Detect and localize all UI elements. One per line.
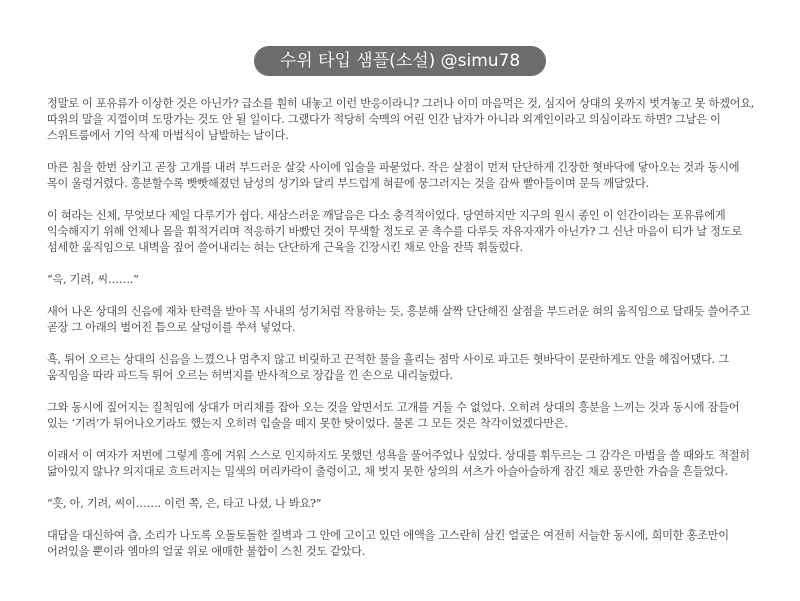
- paragraph-8: 대답을 대신하여 츱, 소리가 나도록 오돌토돌한 질벽과 그 안에 고이고 있던 애액을 고스란히 삼킨 얼굴은 여전히 서늘한 동시에, 희미한 홍조만이 어려있을 뿐이라 엠마의 얼굴 위로 애매한 불합이 스친 것도 같았다.: [47, 529, 729, 558]
- document-title: 수위 타입 샘플(소설) @simu78: [254, 46, 546, 76]
- story-body: [47, 96, 763, 576]
- dialogue-2: “흣, 아, 기려, 씨이……. 이런 쪽, 은, 타고 나셨, 나 봐요?”: [47, 497, 322, 510]
- paragraph-2: 마른 침을 한번 삼키고 곧장 고개를 내려 부드러운 살갗 사이에 입술을 파묻었다. 작은 살점이 먼저 단단하게 긴장한 혓바닥에 닿아오는 것과 동시에 목이 울렁거렸다. 흥분할수록 빳빳해졌던 남성의 성기와 달리 부드럽게 혀끝에 뭉그러지는 것을 감싸 빨아들이며 문득 깨달았다.: [47, 161, 740, 190]
- paragraph-3: 이 혀라는 신체, 무엇보다 제일 다루기가 쉽다. 새삼스러운 깨달음은 다소 충격적이었다. 당연하지만 지구의 원시 종인 이 인간이라는 포유류에게 익숙해지기 위해 언제나 몸을 휘적거리며 적응하기 바빴던 것이 무색할 정도로 곧 촉수를 다루듯 자유자재가 아닌가? 그 신난 마음이 티가 날 정도로 섬세한 움직임으로 내벽을 짚어 쓸어내리는 혀는 단단하게 근육을 긴장시킨 채로 안을 잔뜩 휘둘렀다.: [47, 209, 742, 254]
- paragraph-1: 정말로 이 포유류가 이상한 것은 아닌가? 급소를 훤히 내놓고 이런 반응이라니? 그러나 이미 마음먹은 것, 심지어 상대의 옷까지 벗겨놓고 못 하겠어요, 따위의 말을 지껄이며 도망가는 것도 안 될 일이다. 그랬다가 적당히 숙맥의 어린 인간 남자가 아니라 외계인이라고 의심이라도 하면? 그날은 이 스위트룸에서 기억 삭제 마법식이 남발하는 날이다.: [47, 97, 755, 142]
- paragraph-6: 그와 동시에 짚어지는 질척임에 상대가 머리채를 잡아 오는 것을 알면서도 고개를 거둘 수 없었다. 오히려 상대의 흥분을 느끼는 것과 동시에 잠들어 있는 ‘기려’가 튀어나오기라도 했는지 오히려 입술을 떼지 못한 탓이었다. 물론 그 모든 것은 착각이었겠다만은.: [47, 401, 740, 430]
- paragraph-4: 새어 나온 상대의 신음에 재차 탄력을 받아 꼭 사내의 성기처럼 작용하는 듯, 흥분해 살짝 단단해진 살점을 부드러운 혀의 움직임으로 달래듯 쓸어주고 곧장 그 아래의 벌어진 틈으로 살덩이를 쑤셔 넣었다.: [47, 305, 750, 334]
- dialogue-1: “윽, 기려, 씨…….”: [47, 273, 139, 286]
- paragraph-5: 흑, 튀어 오르는 상대의 신음을 느꼈으나 멈추지 않고 비릿하고 끈적한 물을 흘리는 점막 사이로 파고든 혓바닥이 문란하게도 안을 헤집어댔다. 그 움직임을 따라 파드득 튀어 오르는 허벅지를 반사적으로 장갑을 낀 손으로 내리눌렀다.: [47, 353, 729, 382]
- paragraph-7: 이래서 이 여자가 저번에 그렇게 흥에 겨워 스스로 인지하지도 못했던 성욕을 풀어주었나 싶었다. 상대를 휘두르는 그 감각은 마법을 쓸 때와도 적절히 닮아있지 않나? 의지대로 흐트러지는 밀색의 머리카락이 출렁이고, 채 벗지 못한 상의의 셔츠가 아슬아슬하게 잠긴 채로 풍만한 가슴을 흔들었다.: [47, 449, 750, 478]
